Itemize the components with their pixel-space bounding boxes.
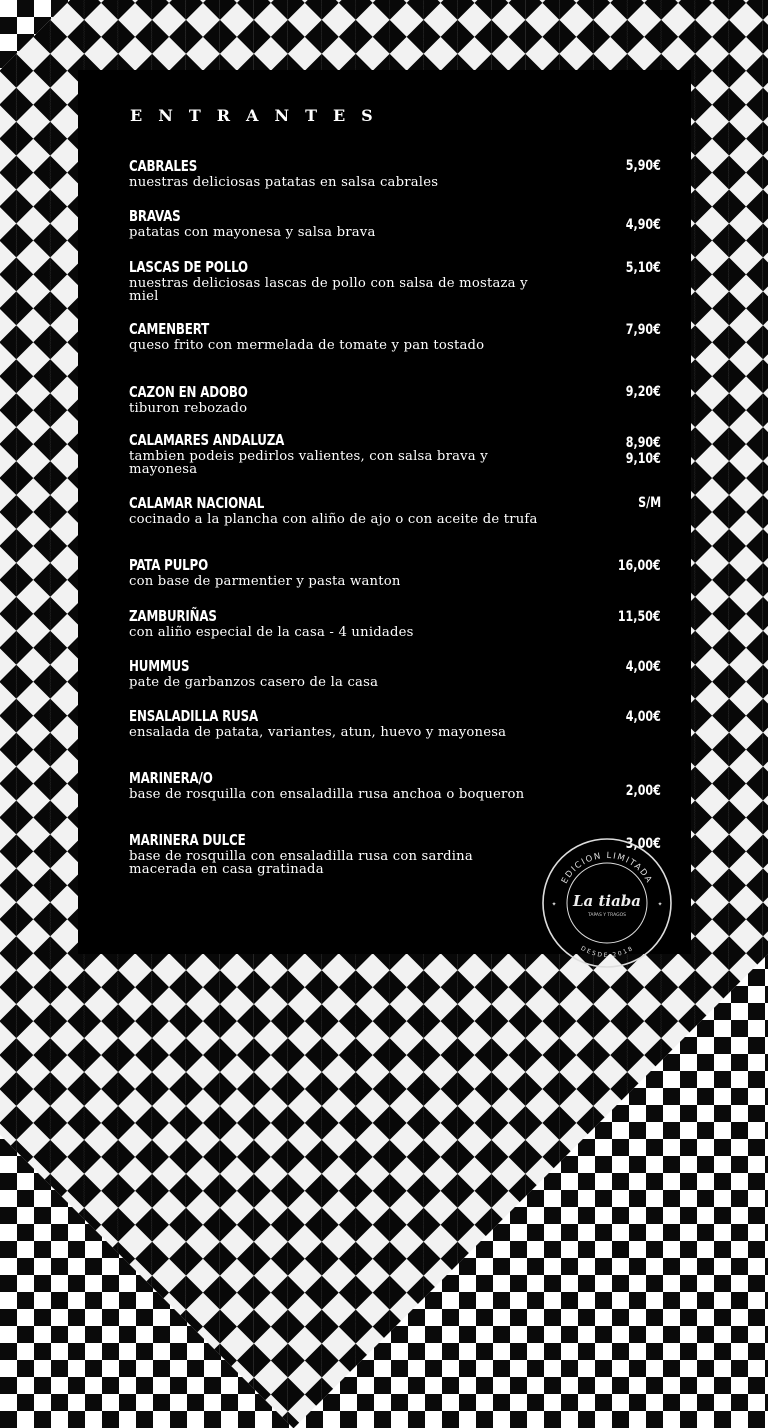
item-price: 11,50€ — [618, 609, 661, 625]
item-description: queso frito con mermelada de tomate y pan tostado — [129, 338, 485, 353]
menu-item — [129, 319, 661, 353]
item-price: 2,00€ — [625, 783, 661, 799]
item-price: S/M — [637, 495, 661, 511]
item-name: MARINERA DULCE — [129, 831, 246, 849]
item-description: cocinado a la plancha con aliño de ajo o con aceite de trufa — [129, 512, 538, 527]
menu-item — [129, 606, 661, 640]
menu-item — [129, 493, 661, 527]
item-description: pate de garbanzos casero de la casa — [129, 675, 379, 690]
item-price: 4,90€ — [625, 217, 661, 233]
item-price: 7,90€ — [625, 322, 661, 338]
item-name: BRAVAS — [129, 207, 181, 225]
item-name: MARINERA/O — [129, 769, 213, 787]
item-name: CAMENBERT — [129, 320, 210, 338]
item-price: 4,00€ — [625, 659, 661, 675]
item-description: base de rosquilla con ensaladilla rusa anchoa o boqueron — [129, 787, 525, 802]
item-description: ensalada de patata, variantes, atun, huevo y mayonesa — [129, 725, 507, 740]
item-price: 4,00€ — [625, 709, 661, 725]
item-description: tambien podeis pedirlos valientes, con salsa brava y mayonesa — [129, 449, 488, 477]
menu-item — [129, 430, 661, 476]
stamp-bottom-text: DESDE 2018 — [579, 944, 635, 960]
menu-item — [129, 656, 661, 690]
section-heading: ENTRANTES — [130, 106, 389, 125]
item-price: 5,10€ — [625, 260, 661, 276]
item-price-2: 9,10€ — [625, 451, 661, 467]
item-price-1: 8,90€ — [625, 435, 661, 451]
item-description: nuestras deliciosas patatas en salsa cabrales — [129, 175, 439, 190]
menu-item — [129, 768, 661, 802]
menu-item — [129, 206, 661, 240]
item-description: base de rosquilla con ensaladilla rusa con sardina macerada en casa gratinada — [129, 849, 473, 877]
menu-panel — [78, 70, 691, 960]
item-description: con aliño especial de la casa - 4 unidades — [129, 625, 414, 640]
item-name: HUMMUS — [129, 657, 190, 675]
item-description: nuestras deliciosas lascas de pollo con salsa de mostaza y miel — [129, 276, 528, 304]
item-name: ZAMBURIÑAS — [129, 607, 217, 625]
item-name: CAZON EN ADOBO — [129, 383, 248, 401]
stamp-sub: TAPAS Y TRAGOS — [587, 913, 627, 918]
item-name: PATA PULPO — [129, 556, 209, 574]
item-price: 9,20€ — [625, 384, 661, 400]
brand-stamp-logo — [540, 836, 674, 970]
item-description: con base de parmentier y pasta wanton — [129, 574, 401, 589]
item-price: 5,90€ — [625, 158, 661, 174]
menu-item — [129, 382, 661, 416]
menu-item — [129, 555, 661, 589]
menu-item — [129, 706, 661, 740]
stamp-top-text: EDICION LIMITADA — [559, 850, 655, 886]
menu-item — [129, 156, 661, 190]
item-name: ENSALADILLA RUSA — [129, 707, 259, 725]
stamp-brand: La tiaba — [572, 892, 642, 910]
item-name: LASCAS DE POLLO — [129, 258, 248, 276]
svg-text:✦: ✦ — [657, 902, 663, 908]
svg-text:DESDE 2018 — [579, 945, 634, 959]
item-price — [626, 435, 661, 467]
svg-text:✦: ✦ — [551, 902, 557, 908]
item-description: patatas con mayonesa y salsa brava — [129, 225, 376, 240]
item-description: tiburon rebozado — [129, 401, 248, 416]
menu-item — [129, 257, 661, 303]
item-name: CABRALES — [129, 157, 198, 175]
item-name: CALAMAR NACIONAL — [129, 494, 265, 512]
item-name: CALAMARES ANDALUZA — [129, 431, 285, 449]
item-price: 16,00€ — [618, 558, 661, 574]
item-price: 3,00€ — [625, 836, 661, 852]
